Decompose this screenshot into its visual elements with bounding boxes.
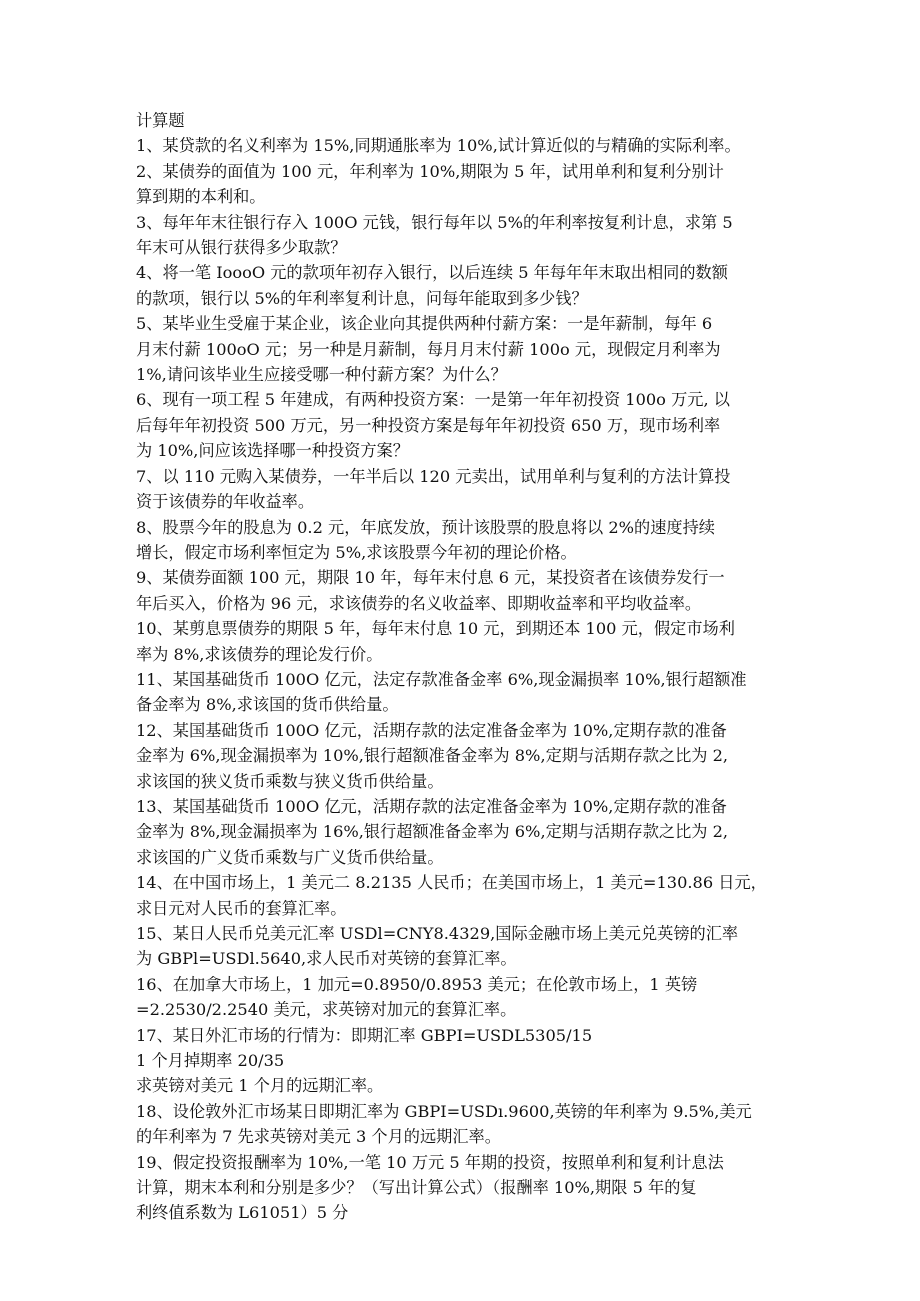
question-item bbox=[136, 210, 796, 261]
question-line: 16、在加拿大市场上，1 加元=0.8950/0.8953 美元；在伦敦市场上，1 英镑 bbox=[136, 974, 698, 994]
question-line: 15、某日人民币兑美元汇率 USDl=CNY8.4329,国际金融市场上美元兑英镑的汇率 bbox=[136, 924, 739, 943]
question-line: 资于该债券的年收益率。 bbox=[136, 492, 315, 512]
question-item bbox=[136, 616, 796, 667]
question-line: 18、设伦敦外汇市场某日即期汇率为 GBPI=USDı.9600,英镑的年利率为 9.5%,美元 bbox=[136, 1101, 752, 1121]
question-line: 13、某国基础货币 100O 亿元，活期存款的法定准备金率为 10%,定期存款的准备 bbox=[136, 796, 727, 816]
question-line: 为 GBPl=USDl.5640,求人民币对英镑的套算汇率。 bbox=[136, 949, 517, 969]
document-page bbox=[136, 108, 796, 1226]
question-line: 的款项，银行以 5%的年利率复利计息，问每年能取到多少钱？ bbox=[136, 288, 588, 308]
question-line: 求英镑对美元 1 个月的远期汇率。 bbox=[136, 1076, 384, 1096]
question-line: 1 个月掉期率 20/35 bbox=[136, 1051, 285, 1071]
question-line: 率为 8%,求该债券的理论发行价。 bbox=[136, 644, 383, 664]
question-line: 后每年年初投资 500 万元，另一种投资方案是每年年初投资 650 万，现市场利率 bbox=[136, 415, 721, 435]
question-line: 利终值系数为 L61051）5 分 bbox=[136, 1203, 349, 1223]
question-line: 19、假定投资报酬率为 10%,一笔 10 万元 5 年期的投资，按照单利和复利计息法 bbox=[136, 1152, 724, 1172]
document-title: 计算题 bbox=[136, 111, 185, 130]
question-line: 增长，假定市场利率恒定为 5%,求该股票今年初的理论价格。 bbox=[136, 542, 577, 562]
question-line: 7、以 110 元购入某债券，一年半后以 120 元卖出，试用单利与复利的方法计算投 bbox=[136, 466, 731, 486]
question-item bbox=[136, 387, 796, 463]
question-line: 年后买入，价格为 96 元，求该债券的名义收益率、即期收益率和平均收益率。 bbox=[136, 593, 702, 613]
question-line: 求该国的广义货币乘数与广义货币供给量。 bbox=[136, 847, 444, 867]
question-line: 计算，期末本利和分别是多少？（写出计算公式）（报酬率 10%,期限 5 年的复 bbox=[136, 1178, 697, 1198]
question-item bbox=[136, 1150, 796, 1226]
question-list bbox=[136, 133, 796, 1225]
question-line: 为 10%,问应该选择哪一种投资方案？ bbox=[136, 441, 409, 461]
question-line: 的年利率为 7 先求英镑对美元 3 个月的远期汇率。 bbox=[136, 1127, 501, 1147]
question-item bbox=[136, 972, 796, 1023]
question-line: 14、在中国市场上，1 美元二 8.2135 人民币；在美国市场上，1 美元=130.86 日元， bbox=[136, 873, 767, 893]
question-item bbox=[136, 260, 796, 311]
question-line: 11、某国基础货币 100O 亿元，法定存款准备金率 6%,现金漏损率 10%,银行超额准 bbox=[136, 669, 747, 689]
question-item bbox=[136, 870, 796, 921]
question-line: 12、某国基础货币 100O 亿元，活期存款的法定准备金率为 10%,定期存款的准备 bbox=[136, 720, 727, 740]
question-item bbox=[136, 718, 796, 794]
question-item bbox=[136, 794, 796, 870]
question-line: 2、某债券的面值为 100 元，年利率为 10%,期限为 5 年，试用单利和复利分别计 bbox=[136, 161, 724, 181]
question-line: 8、股票今年的股息为 0.2 元，年底发放，预计该股票的股息将以 2%的速度持续 bbox=[136, 517, 715, 537]
question-line: =2.2530/2.2540 美元，求英镑对加元的套算汇率。 bbox=[136, 1000, 517, 1020]
question-line: 1%,请问该毕业生应接受哪一种付薪方案？为什么？ bbox=[136, 365, 507, 385]
question-item bbox=[136, 1099, 796, 1150]
question-line: 求日元对人民币的套算汇率。 bbox=[136, 898, 347, 918]
question-line: 4、将一笔 IoooO 元的款项年初存入银行，以后连续 5 年每年年末取出相同的数额 bbox=[136, 263, 728, 283]
question-line: 算到期的本利和。 bbox=[136, 187, 266, 207]
question-line: 备金率为 8%,求该国的货币供给量。 bbox=[136, 695, 399, 715]
question-item bbox=[136, 311, 796, 387]
question-item bbox=[136, 1023, 796, 1099]
question-line: 年末可从银行获得多少取款？ bbox=[136, 238, 347, 258]
question-line: 10、某剪息票债券的期限 5 年，每年末付息 10 元，到期还本 100 元，假定市场利 bbox=[136, 619, 735, 639]
question-line: 5、某毕业生受雇于某企业，该企业向其提供两种付薪方案：一是年薪制，每年 6 bbox=[136, 314, 713, 334]
question-line: 金率为 6%,现金漏损率为 10%,银行超额准备金率为 8%,定期与活期存款之比为 2, bbox=[136, 746, 729, 766]
question-line: 9、某债券面额 100 元，期限 10 年，每年末付息 6 元，某投资者在该债券发行一 bbox=[136, 568, 725, 588]
question-item bbox=[136, 515, 796, 566]
question-line: 17、某日外汇市场的行情为：即期汇率 GBPI=USDL5305/15 bbox=[136, 1025, 593, 1045]
question-item bbox=[136, 159, 796, 210]
question-item bbox=[136, 921, 796, 972]
question-line: 金率为 8%,现金漏损率为 16%,银行超额准备金率为 6%,定期与活期存款之比为 2, bbox=[136, 822, 729, 842]
question-item bbox=[136, 667, 796, 718]
question-item bbox=[136, 464, 796, 515]
question-item bbox=[136, 565, 796, 616]
question-line: 6、现有一项工程 5 年建成，有两种投资方案：一是第一年年初投资 100o 万元, 以 bbox=[136, 390, 730, 410]
question-line: 1、某贷款的名义利率为 15%,同期通胀率为 10%,试计算近似的与精确的实际利率。 bbox=[136, 136, 741, 156]
question-line: 3、每年年末往银行存入 100O 元钱，银行每年以 5%的年利率按复利计息，求第 5 bbox=[136, 212, 733, 232]
question-line: 求该国的狭义货币乘数与狭义货币供给量。 bbox=[136, 771, 444, 791]
question-item bbox=[136, 133, 796, 158]
question-line: 月末付薪 100oO 元；另一种是月薪制，每月月末付薪 100o 元，现假定月利率为 bbox=[136, 339, 721, 359]
